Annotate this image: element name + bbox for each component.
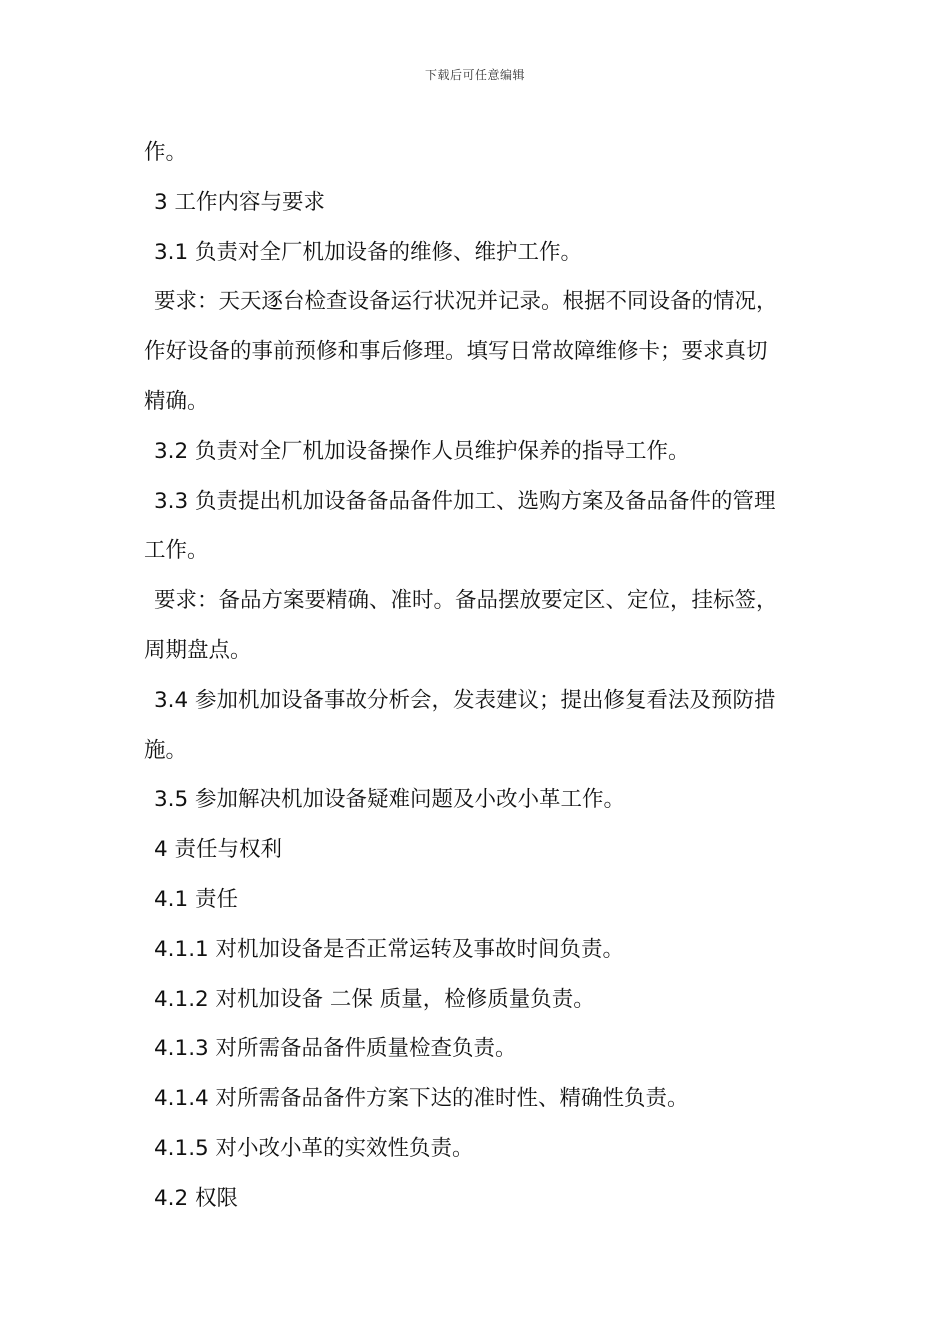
section-heading: 3 工作内容与要求 — [154, 189, 326, 215]
page-header: 下载后可任意编辑 — [424, 68, 525, 82]
text-line: 工作。 — [144, 538, 209, 564]
text-line: 4.1.3 对所需备品备件质量检查负责。 — [154, 1036, 517, 1062]
text-line: 4.1.1 对机加设备是否正常运转及事故时间负责。 — [154, 936, 625, 962]
text-line: 精确。 — [144, 388, 209, 414]
text-line: 3.4 参加机加设备事故分析会，发表建议；提出修复看法及预防措 — [154, 687, 776, 713]
text-line: 4.1.5 对小改小革的实效性负责。 — [154, 1135, 474, 1161]
text-line: 作。 — [144, 140, 188, 165]
text-line: 4.1.4 对所需备品备件方案下达的准时性、精确性负责。 — [154, 1086, 689, 1112]
text-line: 4.1.2 对机加设备 二保 质量，检修质量负责。 — [154, 986, 595, 1012]
text-line: 要求：备品方案要精确、准时。备品摆放要定区、定位，挂标签， — [154, 588, 778, 614]
text-line: 周期盘点。 — [144, 637, 252, 663]
text-line: 3.3 负责提出机加设备备品备件加工、选购方案及备品备件的管理 — [154, 488, 776, 514]
subsection-heading: 4.1 责任 — [154, 886, 239, 912]
text-line: 3.2 负责对全厂机加设备操作人员维护保养的指导工作。 — [154, 438, 690, 464]
text-line: 3.5 参加解决机加设备疑难问题及小改小革工作。 — [154, 787, 626, 813]
document-body — [144, 128, 814, 1224]
section-heading: 4 责任与权利 — [154, 837, 283, 863]
subsection-heading: 4.2 权限 — [154, 1185, 239, 1211]
text-line: 3.1 负责对全厂机加设备的维修、维护工作。 — [154, 239, 583, 265]
text-line: 作好设备的事前预修和事后修理。填写日常故障维修卡；要求真切 — [144, 339, 768, 365]
text-line: 施。 — [144, 737, 188, 763]
text-line: 要求：天天逐台检查设备运行状况并记录。根据不同设备的情况， — [154, 289, 778, 315]
